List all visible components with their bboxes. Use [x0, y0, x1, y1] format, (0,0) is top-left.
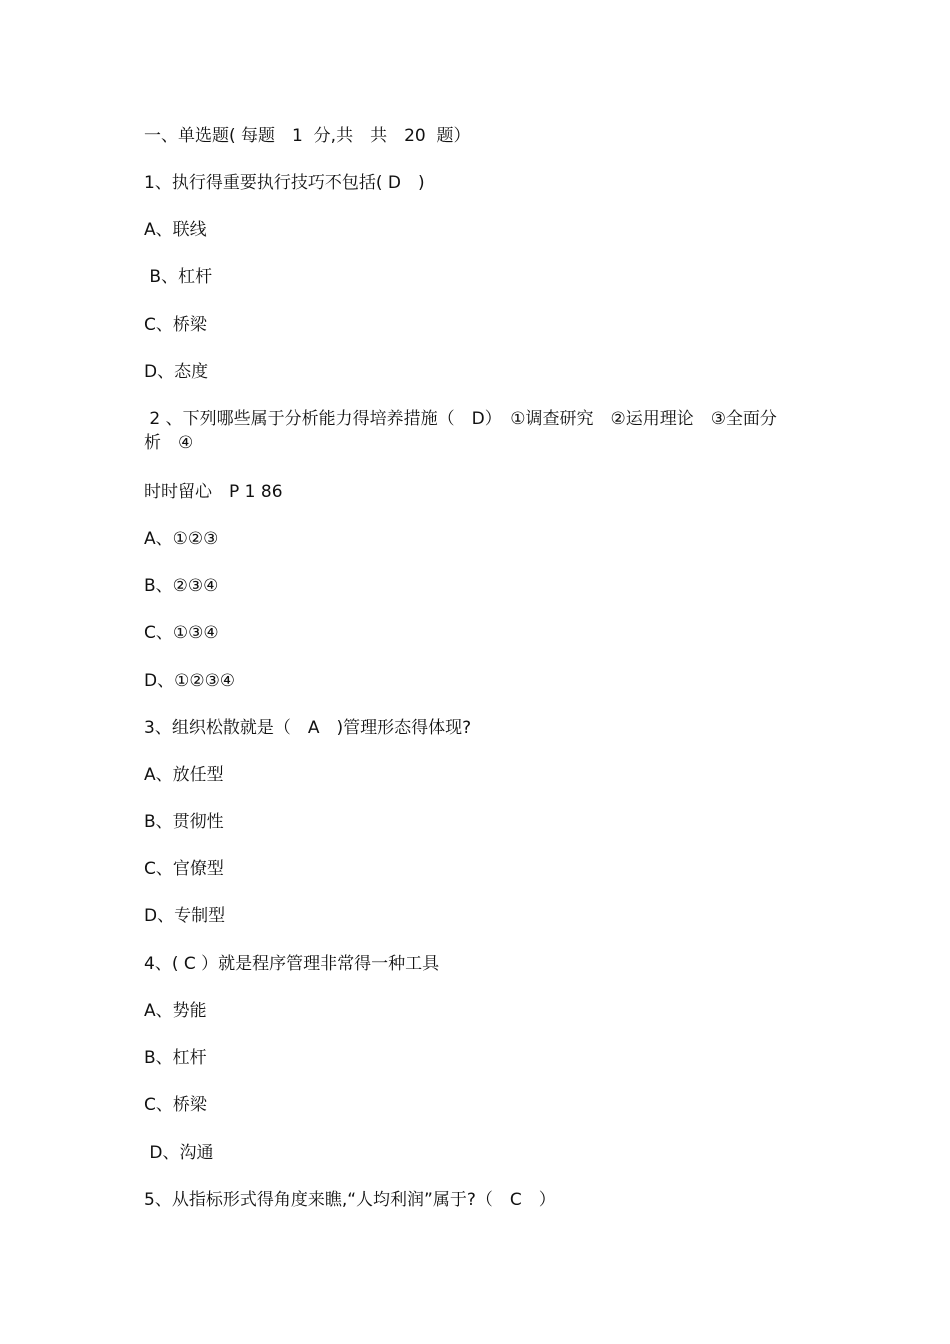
q4-option-c: C、桥梁 — [144, 1095, 207, 1115]
q2-option-c: C、①③④ — [144, 623, 219, 643]
section-heading: 一、单选题( 每题 1 分,共 共 20 题） — [144, 126, 471, 146]
q1-option-c: C、桥梁 — [144, 315, 207, 335]
question-2-note: 时时留心 P 1 86 — [144, 482, 283, 502]
q2-option-b: B、②③④ — [144, 576, 219, 596]
q4-option-a: A、势能 — [144, 1001, 207, 1021]
question-1: 1、执行得重要执行技巧不包括( D ) — [144, 173, 425, 193]
question-3: 3、组织松散就是（ A )管理形态得体现? — [144, 718, 472, 738]
question-5: 5、从指标形式得角度来瞧,“人均利润”属于?（ C ） — [144, 1190, 556, 1210]
q4-option-b: B、杠杆 — [144, 1048, 207, 1068]
q1-option-a: A、联线 — [144, 220, 207, 240]
q3-option-d: D、专制型 — [144, 906, 226, 926]
q3-option-a: A、放任型 — [144, 765, 224, 785]
q3-option-b: B、贯彻性 — [144, 812, 224, 832]
q2-option-d: D、①②③④ — [144, 671, 236, 691]
question-2: 2 、下列哪些属于分析能力得培养措施（ D） ①调查研究 ②运用理论 ③全面分析 ④ — [144, 409, 777, 453]
q1-option-b: B、杠杆 — [144, 267, 213, 287]
q1-option-d: D、态度 — [144, 362, 209, 382]
q4-option-d: D、沟通 — [144, 1143, 214, 1163]
q3-option-c: C、官僚型 — [144, 859, 224, 879]
q2-option-a: A、①②③ — [144, 529, 219, 549]
question-4: 4、( C ）就是程序管理非常得一种工具 — [144, 954, 440, 974]
